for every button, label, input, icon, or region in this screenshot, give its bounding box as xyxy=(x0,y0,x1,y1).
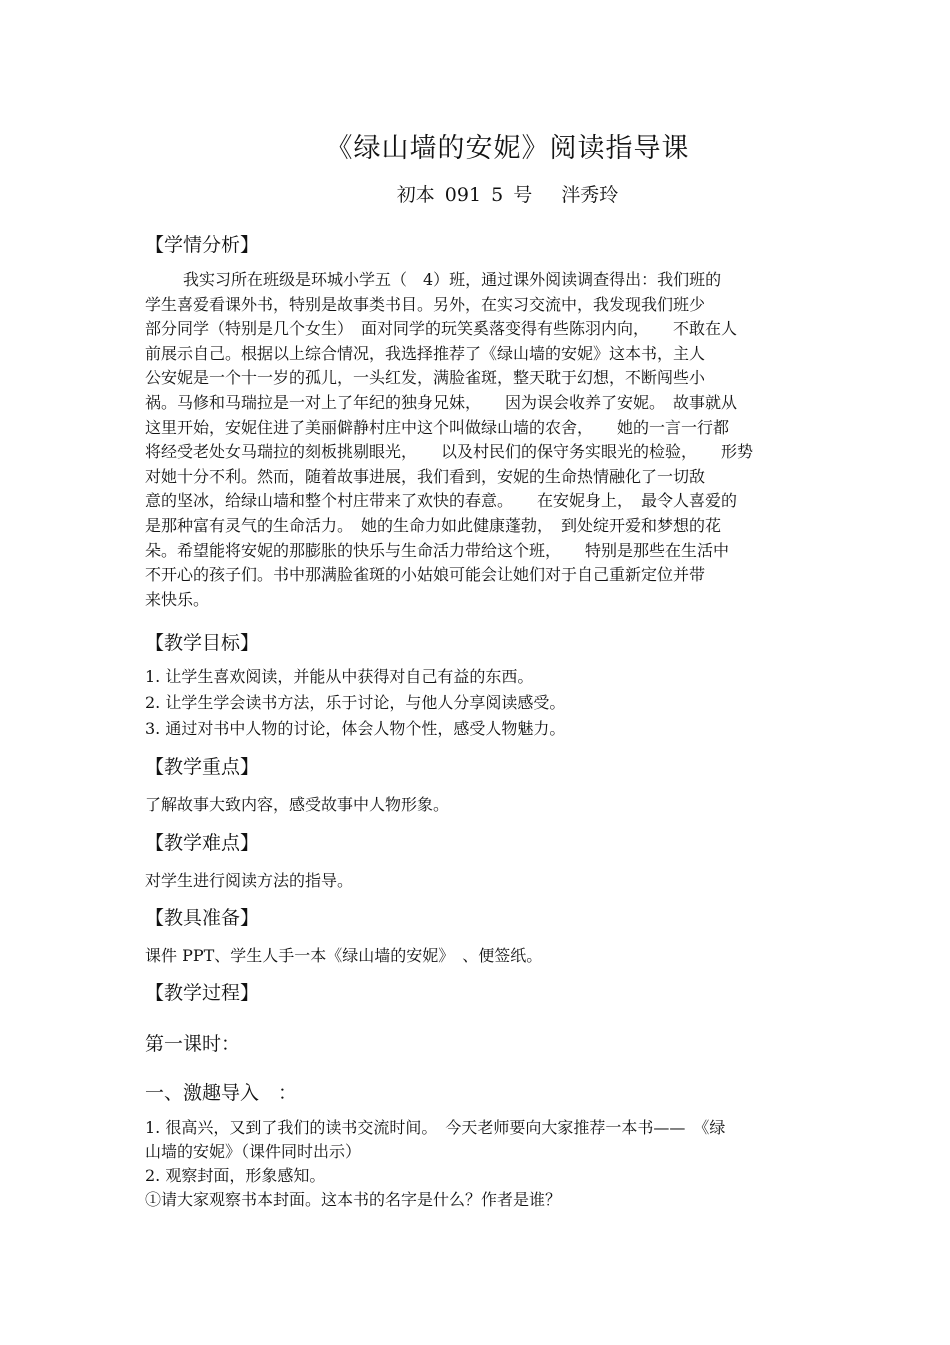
analysis-line: 这里开始，安妮住进了美丽僻静村庄中这个叫做绿山墙的农舍， 她的一言一行都 xyxy=(145,417,730,437)
analysis-line: 对她十分不利。然而，随着故事进展，我们看到，安妮的生命热情融化了一切敌 xyxy=(145,466,706,486)
analysis-line: 我实习所在班级是环城小学五（ 4）班，通过课外阅读调查得出：我们班的 xyxy=(183,270,722,289)
goal-item: 2. 让学生学会读书方法，乐于讨论，与他人分享阅读感受。 xyxy=(145,693,566,712)
analysis-line: 公安妮是一个十一岁的孤儿，一头红发，满脸雀斑，整天耽于幻想，不断闯些小 xyxy=(145,368,706,388)
analysis-line: 朵。希望能将安妮的那膨胀的快乐与生命活力带给这个班， 特别是那些在生活中 xyxy=(145,540,730,560)
difficulty-heading: 【教学难点】 xyxy=(145,832,260,854)
analysis-line: 不开心的孩子们。书中那满脸雀斑的小姑娘可能会让她们对于自己重新定位并带 xyxy=(145,565,706,585)
focus-heading: 【教学重点】 xyxy=(145,756,260,778)
lesson-title: 第一课时： xyxy=(145,1033,241,1055)
step-line: ①请大家观察书本封面。这本书的名字是什么？作者是谁？ xyxy=(145,1190,562,1209)
author-line: 初本 091 5 号 泮秀玲 xyxy=(396,184,619,206)
goals-heading: 【教学目标】 xyxy=(145,632,260,654)
document-title: 《绿山墙的安妮》阅读指导课 xyxy=(325,133,690,164)
step-line: 1. 很高兴，又到了我们的读书交流时间。 今天老师要向大家推荐一本书—— 《绿 xyxy=(145,1118,726,1137)
analysis-line: 将经受老处女马瑞拉的刻板挑剔眼光， 以及村民们的保守务实眼光的检验， 形势 xyxy=(145,442,754,462)
analysis-paragraph xyxy=(145,268,810,612)
difficulty-text: 对学生进行阅读方法的指导。 xyxy=(145,871,354,890)
goal-item: 3. 通过对书中人物的讨论，体会人物个性，感受人物魅力。 xyxy=(145,719,566,738)
analysis-line: 是那种富有灵气的生命活力。 她的生命力如此健康蓬勃， 到处绽开爱和梦想的花 xyxy=(145,515,722,535)
step-line: 山墙的安妮》（课件同时出示） xyxy=(145,1142,362,1161)
analysis-line: 前展示自己。根据以上综合情况，我选择推荐了《绿山墙的安妮》这本书，主人 xyxy=(145,343,706,363)
analysis-line: 部分同学（特别是几个女生） 面对同学的玩笑奚落变得有些陈羽内向， 不敢在人 xyxy=(145,319,738,339)
analysis-line: 意的坚冰，给绿山墙和整个村庄带来了欢快的春意。 在安妮身上， 最令人喜爱的 xyxy=(145,491,738,511)
materials-text: 课件 PPT、学生人手一本《绿山墙的安妮》 、便签纸。 xyxy=(145,946,543,965)
analysis-line: 祸。马修和马瑞拉是一对上了年纪的独身兄妹， 因为误会收养了安妮。 故事就从 xyxy=(145,392,738,412)
goal-item: 1. 让学生喜欢阅读，并能从中获得对自己有益的东西。 xyxy=(145,667,534,686)
analysis-line: 学生喜爱看课外书，特别是故事类书目。另外，在实习交流中，我发现我们班少 xyxy=(145,294,706,314)
process-steps xyxy=(145,1116,810,1212)
focus-text: 了解故事大致内容，感受故事中人物形象。 xyxy=(145,795,450,814)
materials-heading: 【教具准备】 xyxy=(145,907,260,929)
step-line: 2. 观察封面，形象感知。 xyxy=(145,1166,326,1185)
section-title: 一、激趣导入 ： xyxy=(145,1082,298,1104)
analysis-heading: 【学情分析】 xyxy=(145,234,260,256)
goals-list xyxy=(145,664,810,742)
analysis-line: 来快乐。 xyxy=(145,589,210,609)
process-heading: 【教学过程】 xyxy=(145,982,260,1004)
